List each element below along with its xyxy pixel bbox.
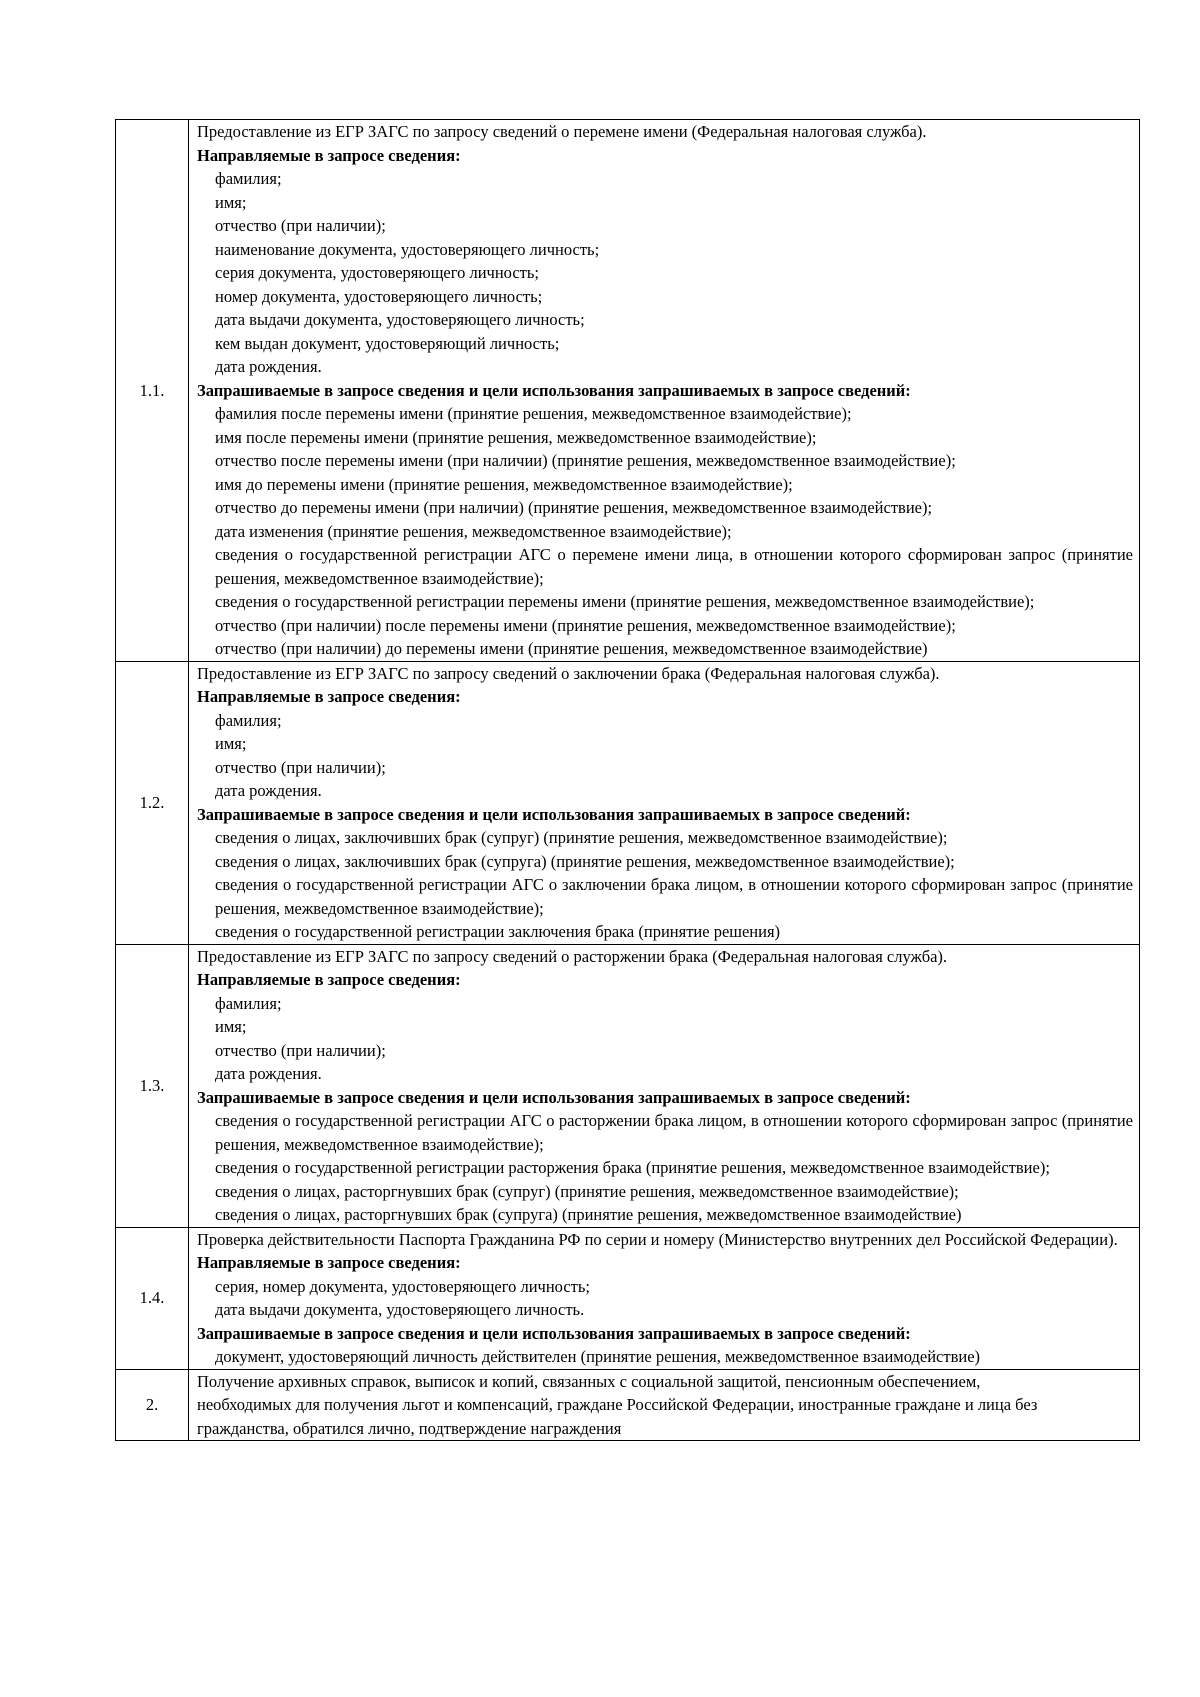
requested-item: имя до перемены имени (принятие решения, межведомственное взаимодействие);: [215, 474, 793, 494]
services-table: [115, 119, 1140, 1441]
requested-item: имя после перемены имени (принятие решения, межведомственное взаимодействие);: [215, 427, 817, 447]
sent-item: отчество (при наличии);: [215, 757, 386, 777]
requested-item: дата изменения (принятие решения, межведомственное взаимодействие);: [215, 521, 732, 541]
requested-item: отчество (при наличии) после перемены имени (принятие решения, межведомственное взаимодействие);: [215, 615, 956, 635]
table-row-1.3: [116, 944, 1140, 1227]
requested-item: отчество (при наличии) до перемены имени (принятие решения, межведомственное взаимодействие): [215, 639, 928, 658]
sent-heading: Направляемые в запросе сведения:: [197, 970, 461, 989]
sent-item: дата рождения.: [215, 1064, 322, 1083]
requested-item: сведения о лицах, заключивших брак (супруг) (принятие решения, межведомственное взаимодействие);: [215, 828, 948, 847]
requested-item: сведения о государственной регистрации АГС о расторжении брака лицом, в отношении которого сформирован запрос (принятие решения, межведомственное взаимодействие);: [215, 1111, 1133, 1154]
sent-item: дата рождения.: [215, 357, 322, 376]
requested-item: отчество до перемены имени (при наличии) (принятие решения, межведомственное взаимодействие);: [215, 498, 933, 517]
sent-item: имя;: [215, 192, 247, 212]
sent-item: серия, номер документа, удостоверяющего личность;: [215, 1276, 590, 1296]
requested-item: фамилия после перемены имени (принятие решения, межведомственное взаимодействие);: [215, 404, 852, 423]
section-title: Предоставление из ЕГР ЗАГС по запросу сведений о заключении брака (Федеральная налоговая служба).: [197, 663, 940, 683]
sent-item: дата выдачи документа, удостоверяющего личность;: [215, 310, 585, 329]
row-number: 1.4.: [116, 1227, 189, 1369]
requested-item: сведения о государственной регистрации АГС о заключении брака лицом, в отношении которого сформирован запрос (принятие решения, межведомственное взаимодействие);: [215, 875, 1133, 918]
requested-item: сведения о государственной регистрации расторжения брака (принятие решения, межведомственное взаимодействие);: [215, 1158, 1050, 1177]
sent-heading: Направляемые в запросе сведения:: [197, 145, 461, 165]
requested-item: сведения о государственной регистрации заключения брака (принятие решения): [215, 922, 781, 941]
row-number: 1.2.: [116, 661, 189, 944]
requested-item: сведения о лицах, расторгнувших брак (супруг) (принятие решения, межведомственное взаимодействие);: [215, 1181, 959, 1201]
row-number: 1.3.: [116, 944, 189, 1227]
requested-item: сведения о государственной регистрации перемены имени (принятие решения, межведомственное взаимодействие);: [215, 592, 1035, 611]
requested-item: документ, удостоверяющий личность действителен (принятие решения, межведомственное взаимодействие): [215, 1347, 981, 1366]
section-title: Предоставление из ЕГР ЗАГС по запросу сведений о расторжении брака (Федеральная налоговая служба).: [197, 946, 948, 966]
requested-heading: Запрашиваемые в запросе сведения и цели использования запрашиваемых в запросе сведений:: [197, 380, 911, 400]
sent-item: фамилия;: [215, 710, 282, 730]
sent-item: фамилия;: [215, 993, 282, 1013]
row-content: [189, 661, 1140, 944]
sent-item: имя;: [215, 734, 247, 753]
row-content: [189, 1369, 1140, 1441]
sent-item: имя;: [215, 1017, 247, 1036]
row-content: [189, 1227, 1140, 1369]
requested-item: сведения о лицах, расторгнувших брак (супруга) (принятие решения, межведомственное взаимодействие): [215, 1205, 962, 1224]
requested-heading: Запрашиваемые в запросе сведения и цели использования запрашиваемых в запросе сведений:: [197, 1323, 911, 1343]
section-2-text: Получение архивных справок, выписок и копий, связанных с социальной защитой, пенсионным обеспечением, необходимых для получения льгот и компенсаций, граждане Российской Федерации, иностранные граждане и лица без гражданства, обратился лично, подтверждение награждения: [197, 1371, 1038, 1438]
sent-item: фамилия;: [215, 169, 282, 188]
sent-item: дата выдачи документа, удостоверяющего личность.: [215, 1300, 585, 1319]
row-number: 2.: [116, 1369, 189, 1441]
sent-heading: Направляемые в запросе сведения:: [197, 1253, 461, 1272]
section-title: Проверка действительности Паспорта Гражданина РФ по серии и номеру (Министерство внутренних дел Российской Федерации).: [197, 1229, 1118, 1249]
table-row-2: [116, 1369, 1140, 1441]
table-row-1.4: [116, 1227, 1140, 1369]
row-number: 1.1.: [116, 120, 189, 662]
section-title: Предоставление из ЕГР ЗАГС по запросу сведений о перемене имени (Федеральная налоговая служба).: [197, 122, 927, 141]
sent-heading: Направляемые в запросе сведения:: [197, 687, 461, 706]
table-row-1.1: [116, 120, 1140, 662]
sent-item: кем выдан документ, удостоверяющий личность;: [215, 333, 560, 353]
requested-item: сведения о государственной регистрации АГС о перемене имени лица, в отношении которого сформирован запрос (принятие решения, межведомственное взаимодействие);: [215, 545, 1133, 588]
requested-heading: Запрашиваемые в запросе сведения и цели использования запрашиваемых в запросе сведений:: [197, 804, 911, 824]
sent-item: наименование документа, удостоверяющего личность;: [215, 239, 600, 259]
sent-item: отчество (при наличии);: [215, 1040, 386, 1060]
row-content: [189, 944, 1140, 1227]
table-row-1.2: [116, 661, 1140, 944]
sent-item: дата рождения.: [215, 781, 322, 800]
sent-item: номер документа, удостоверяющего личность;: [215, 286, 543, 306]
sent-item: серия документа, удостоверяющего личность;: [215, 263, 539, 282]
requested-item: сведения о лицах, заключивших брак (супруга) (принятие решения, межведомственное взаимодействие);: [215, 851, 955, 871]
sent-item: отчество (при наличии);: [215, 216, 386, 235]
requested-heading: Запрашиваемые в запросе сведения и цели использования запрашиваемых в запросе сведений:: [197, 1087, 911, 1107]
row-content: [189, 120, 1140, 662]
requested-item: отчество после перемены имени (при наличии) (принятие решения, межведомственное взаимодействие);: [215, 451, 956, 470]
